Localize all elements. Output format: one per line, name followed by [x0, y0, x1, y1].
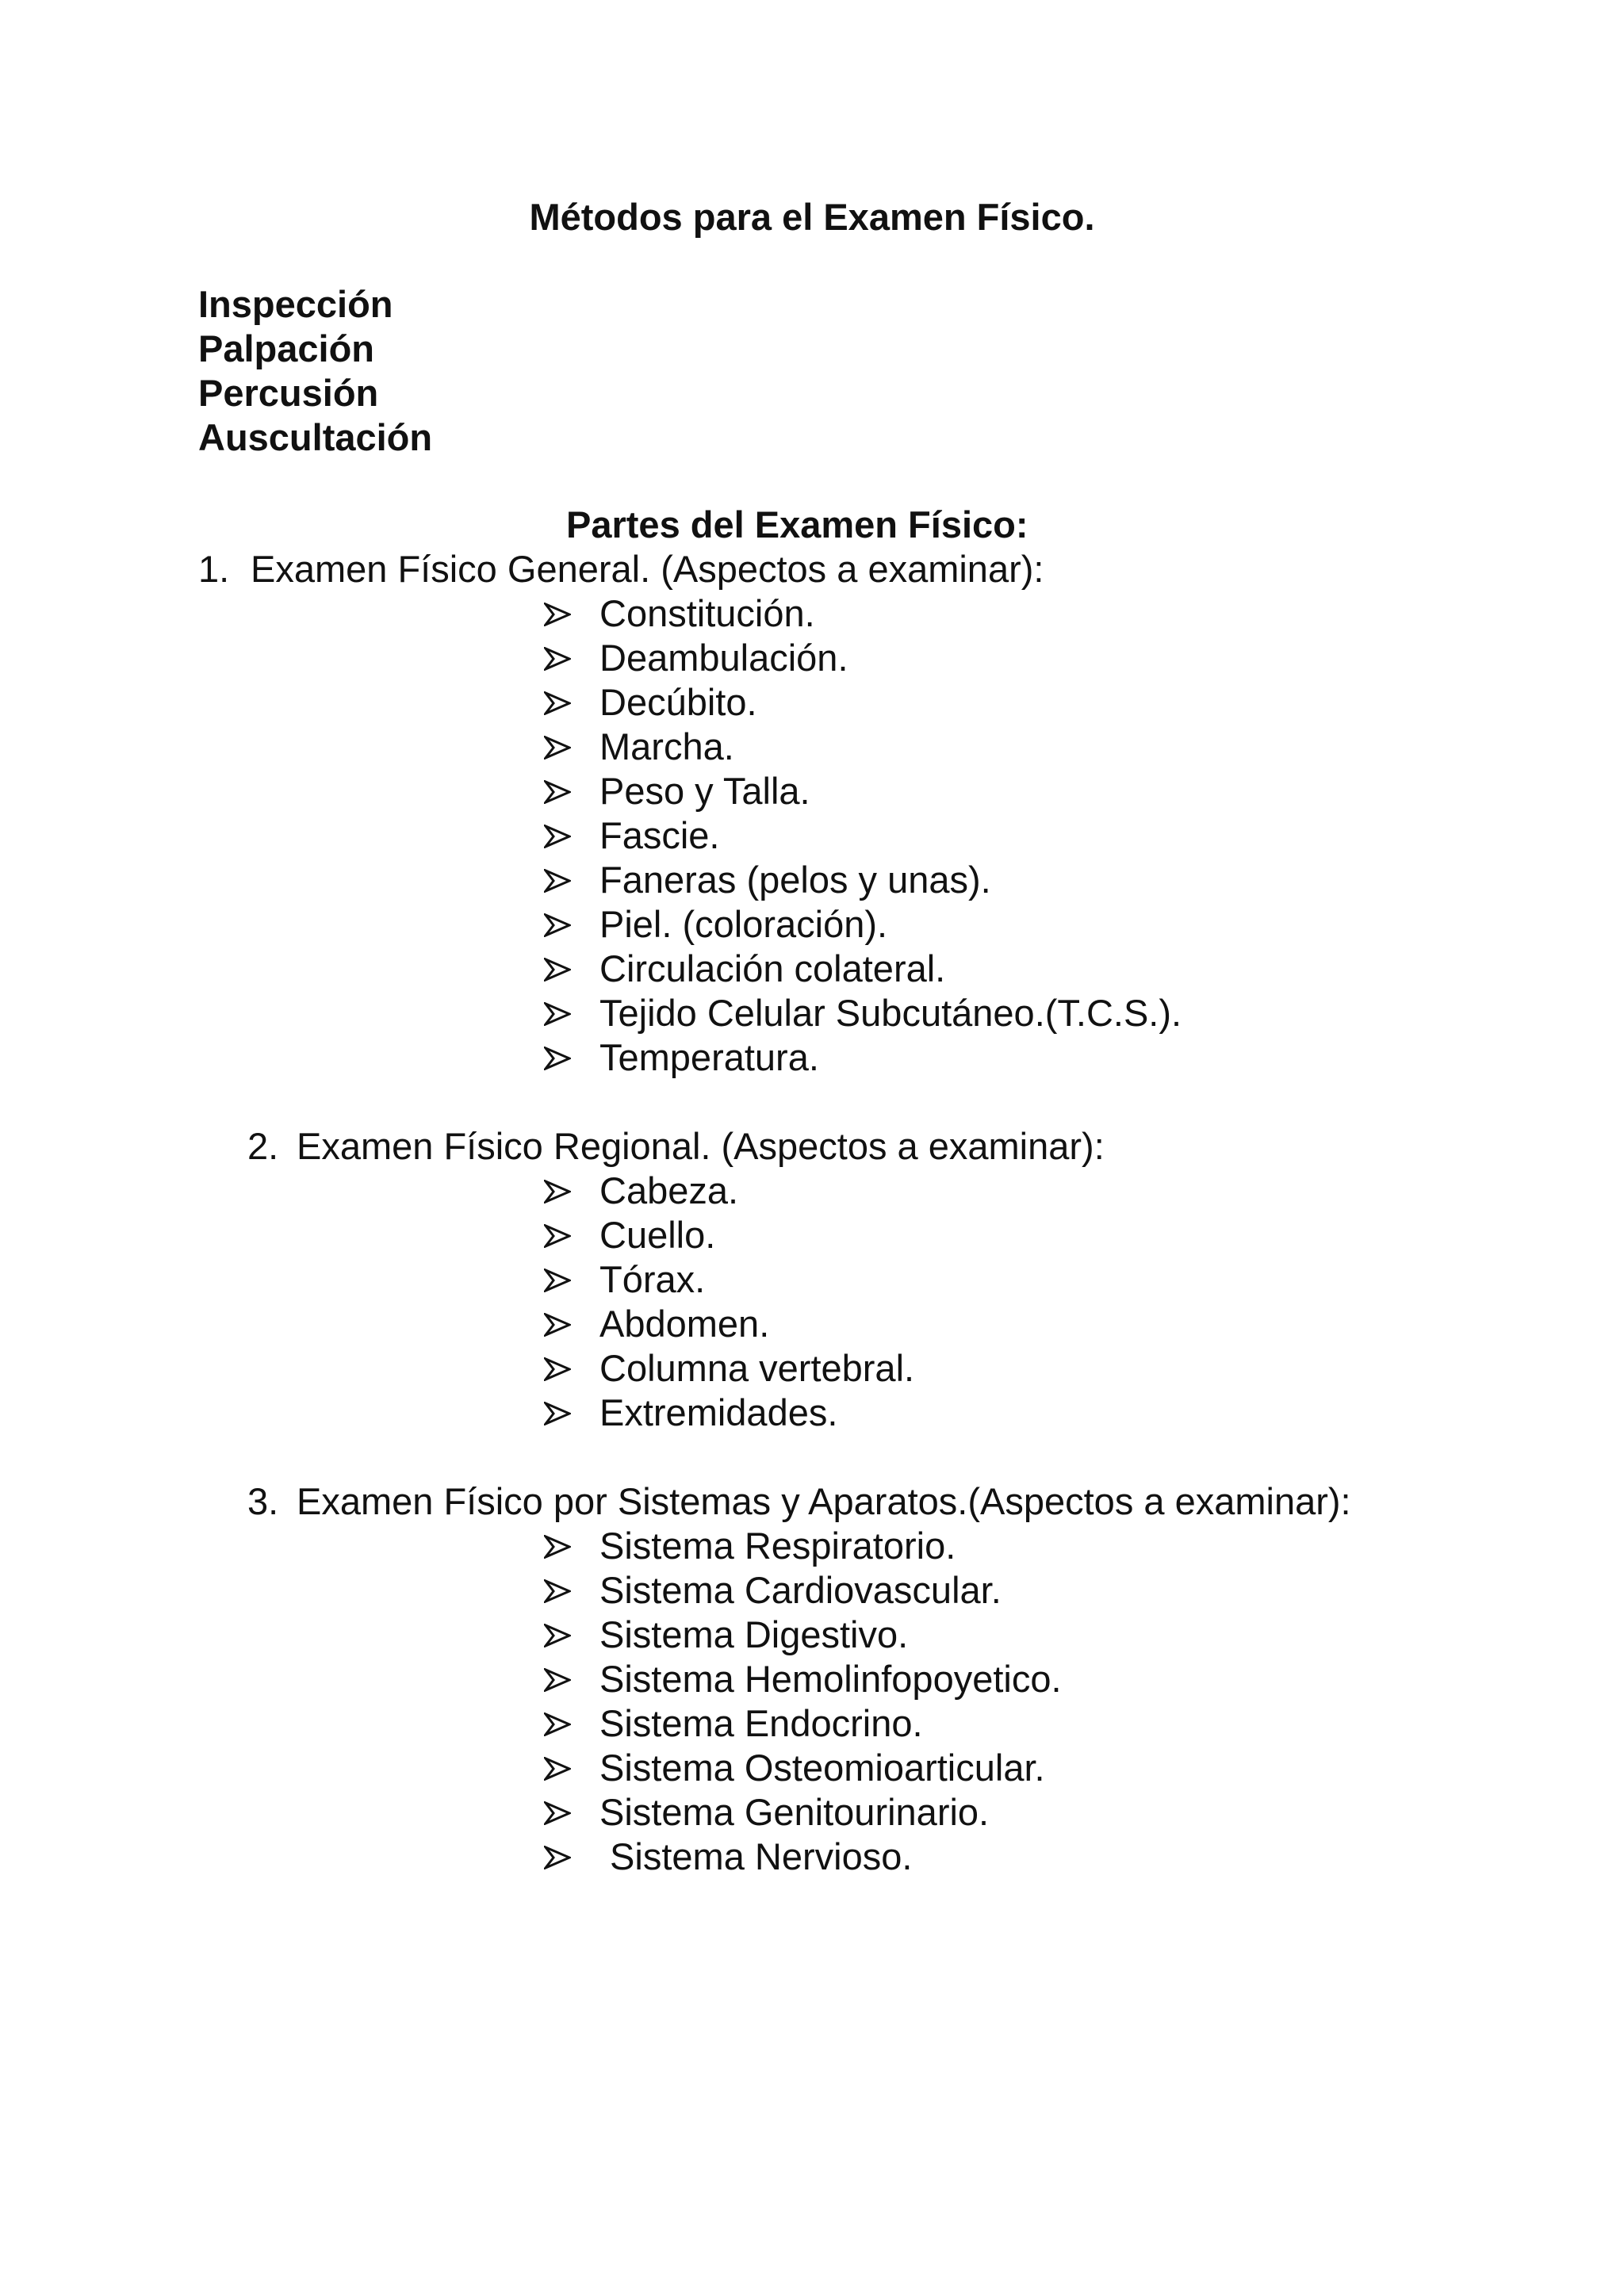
list-item-text: Columna vertebral. [599, 1347, 915, 1389]
list-item-text: Piel. (coloración). [599, 903, 888, 945]
list-item [198, 947, 1044, 991]
list-item-text: Marcha. [599, 725, 734, 767]
list-item-text: Sistema Respiratorio. [599, 1525, 956, 1567]
page-title: Métodos para el Examen Físico. [529, 196, 1095, 238]
list-item-text: Constitución. [599, 592, 815, 634]
section-bullet-list [198, 1169, 1105, 1435]
section-number: 2. [247, 1125, 279, 1167]
arrow-bullet-icon [544, 813, 576, 858]
list-item-text: Sistema Hemolinfopoyetico. [599, 1658, 1062, 1700]
list-item-text: Sistema Cardiovascular. [599, 1569, 1002, 1611]
arrow-bullet-icon [544, 1746, 576, 1790]
section-number: 1. [198, 548, 230, 590]
list-item-text: Cuello. [599, 1214, 716, 1256]
list-item-text: Sistema Endocrino. [599, 1702, 923, 1744]
arrow-bullet-icon [544, 1568, 576, 1613]
list-item-text: Tejido Celular Subcutáneo.(T.C.S.). [599, 992, 1182, 1034]
list-item [198, 1701, 1351, 1746]
list-item-text: Fascie. [599, 814, 720, 856]
list-item-text: Decúbito. [599, 681, 757, 723]
section-bullet-list [198, 1524, 1351, 1879]
list-item [198, 902, 1044, 947]
method-item: Auscultación [198, 416, 433, 458]
arrow-bullet-icon [544, 636, 576, 680]
arrow-bullet-icon [544, 1257, 576, 1302]
arrow-bullet-icon [544, 1213, 576, 1257]
section-number: 3. [247, 1480, 279, 1522]
arrow-bullet-icon [544, 769, 576, 813]
list-item [198, 1746, 1351, 1790]
list-item [198, 1391, 1105, 1435]
list-item-text: Deambulación. [599, 637, 848, 679]
list-item [198, 680, 1044, 725]
arrow-bullet-icon [544, 1346, 576, 1391]
list-item [198, 1835, 1351, 1879]
list-item [198, 991, 1182, 1035]
arrow-bullet-icon [544, 858, 576, 902]
list-item [198, 1524, 1351, 1568]
list-item [198, 1568, 1351, 1613]
section-subtitle: Partes del Examen Físico: [566, 503, 1028, 545]
arrow-bullet-icon [544, 725, 576, 769]
arrow-bullet-icon [544, 991, 576, 1035]
arrow-bullet-icon [544, 1035, 576, 1080]
list-item [198, 1213, 1105, 1257]
list-item [198, 1657, 1351, 1701]
arrow-bullet-icon [544, 947, 576, 991]
list-item-text: Sistema Digestivo. [599, 1613, 909, 1655]
arrow-bullet-icon [544, 1701, 576, 1746]
list-item-text: Temperatura. [599, 1036, 819, 1078]
list-item-text: Extremidades. [599, 1391, 838, 1433]
section-heading [198, 1124, 1105, 1169]
section-bullet-list [198, 591, 1182, 1080]
list-item [198, 769, 1044, 813]
list-item-text: Abdomen. [599, 1303, 770, 1345]
section-heading-text: Examen Físico General. (Aspectos a examinar): [251, 548, 1044, 590]
arrow-bullet-icon [544, 1790, 576, 1835]
arrow-bullet-icon [544, 1613, 576, 1657]
arrow-bullet-icon [544, 1391, 576, 1435]
section-heading-text: Examen Físico Regional. (Aspectos a examinar): [297, 1125, 1105, 1167]
arrow-bullet-icon [544, 1302, 576, 1346]
arrow-bullet-icon [544, 1524, 576, 1568]
method-item: Percusión [198, 372, 379, 414]
list-item-text: Faneras (pelos y unas). [599, 859, 991, 901]
list-item [198, 1346, 1105, 1391]
arrow-bullet-icon [544, 1657, 576, 1701]
list-item-text: Cabeza. [599, 1169, 739, 1211]
arrow-bullet-icon [544, 902, 576, 947]
arrow-bullet-icon [544, 1835, 576, 1879]
arrow-bullet-icon [544, 680, 576, 725]
list-item-text: Sistema Nervioso. [599, 1835, 913, 1877]
list-item-text: Circulación colateral. [599, 947, 946, 989]
list-item-text: Sistema Genitourinario. [599, 1791, 990, 1833]
method-item: Inspección [198, 283, 393, 325]
list-item [198, 1302, 1105, 1346]
arrow-bullet-icon [544, 1169, 576, 1213]
list-item [198, 1257, 1105, 1302]
list-item [198, 1035, 1044, 1080]
list-item-text: Sistema Osteomioarticular. [599, 1747, 1045, 1789]
section-heading-text: Examen Físico por Sistemas y Aparatos.(Aspectos a examinar): [297, 1480, 1351, 1522]
methods-list [198, 282, 432, 460]
list-item [198, 813, 1044, 858]
arrow-bullet-icon [544, 591, 576, 636]
section-heading [198, 1479, 1351, 1524]
list-item-text: Peso y Talla. [599, 770, 810, 812]
list-item [198, 858, 1044, 902]
list-item [198, 1790, 1351, 1835]
list-item-text: Tórax. [599, 1258, 706, 1300]
section-systems [198, 1479, 1351, 1879]
list-item [198, 591, 1044, 636]
list-item [198, 636, 1044, 680]
section-regional [198, 1124, 1105, 1435]
section-heading [198, 547, 1044, 591]
list-item [198, 1169, 1105, 1213]
method-item: Palpación [198, 327, 375, 369]
list-item [198, 1613, 1351, 1657]
list-item [198, 725, 1044, 769]
section-general [198, 547, 1182, 1080]
